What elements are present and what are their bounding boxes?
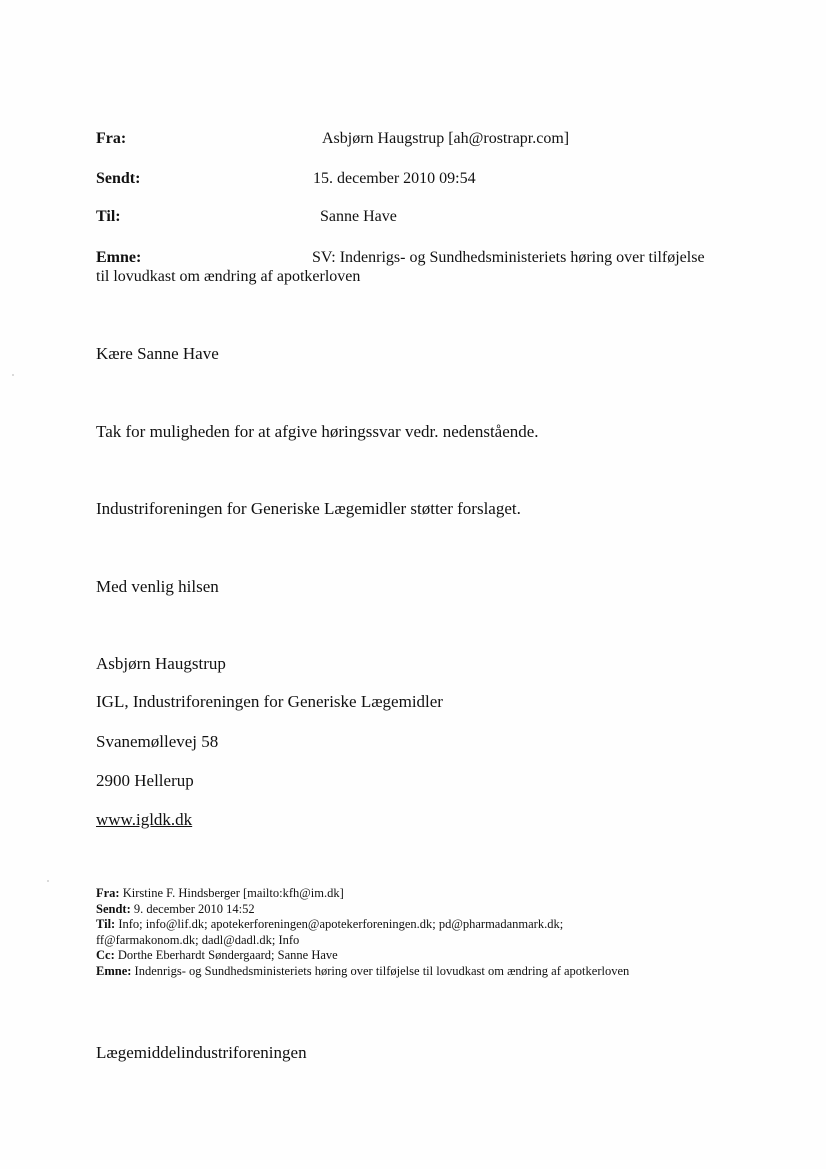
fwd-from-value: Kirstine F. Hindsberger [mailto:kfh@im.dk] bbox=[122, 886, 344, 900]
signature-street: Svanemøllevej 58 bbox=[96, 732, 219, 751]
forwarded-message-header bbox=[96, 886, 629, 979]
greeting: Kære Sanne Have bbox=[96, 344, 219, 363]
subject-line-1: SV: Indenrigs- og Sundhedsministeriets høring over tilføjelse bbox=[312, 249, 705, 266]
subject-line-2: til lovudkast om ændring af apotkerloven bbox=[96, 268, 361, 285]
closing: Med venlig hilsen bbox=[96, 577, 219, 596]
fwd-to-label: Til: bbox=[96, 917, 116, 931]
fwd-subject-label: Emne: bbox=[96, 963, 132, 978]
fwd-subject-row bbox=[96, 964, 629, 980]
statement-paragraph: Industriforeningen for Generiske Lægemidler støtter forslaget. bbox=[96, 499, 521, 518]
fwd-to-row bbox=[96, 917, 629, 933]
signature-name: Asbjørn Haugstrup bbox=[96, 654, 226, 673]
subject-label: Emne: bbox=[96, 249, 142, 266]
fwd-to-value-line-1: Info; info@lif.dk; apotekerforeningen@apotekerforeningen.dk; pd@pharmadanmark.dk; bbox=[118, 917, 564, 931]
fwd-sent-row bbox=[96, 902, 629, 918]
fwd-cc-label: Cc: bbox=[96, 948, 115, 962]
footer-heading: Lægemiddelindustriforeningen bbox=[96, 1043, 307, 1062]
fwd-from-label: Fra: bbox=[96, 886, 120, 900]
thanks-paragraph: Tak for muligheden for at afgive høringssvar vedr. nedenstående. bbox=[96, 422, 539, 441]
fwd-cc-row bbox=[96, 948, 629, 964]
website-link[interactable]: www.igldk.dk bbox=[96, 810, 193, 829]
fwd-to-value-line-2: ff@farmakonom.dk; dadl@dadl.dk; Info bbox=[96, 932, 300, 947]
fwd-to-row-continued bbox=[96, 933, 629, 949]
to-label: Til: bbox=[96, 208, 121, 225]
to-value: Sanne Have bbox=[320, 208, 397, 225]
signature-city: 2900 Hellerup bbox=[96, 771, 194, 790]
fwd-cc-value: Dorthe Eberhardt Søndergaard; Sanne Have bbox=[117, 948, 338, 962]
sent-label: Sendt: bbox=[96, 170, 141, 187]
from-value: Asbjørn Haugstrup [ah@rostrapr.com] bbox=[322, 130, 570, 147]
signature-organization: IGL, Industriforeningen for Generiske Lægemidler bbox=[96, 692, 443, 711]
from-label: Fra: bbox=[96, 130, 127, 147]
fwd-sent-label: Sendt: bbox=[96, 901, 131, 916]
fwd-sent-value: 9. december 2010 14:52 bbox=[133, 901, 255, 916]
sent-value: 15. december 2010 09:54 bbox=[313, 170, 476, 187]
scan-speck bbox=[47, 880, 49, 882]
fwd-subject-value: Indenrigs- og Sundhedsministeriets høring over tilføjelse til lovudkast om ændring af apotkerloven bbox=[134, 963, 630, 978]
fwd-from-row bbox=[96, 886, 629, 902]
scan-speck bbox=[12, 374, 14, 376]
